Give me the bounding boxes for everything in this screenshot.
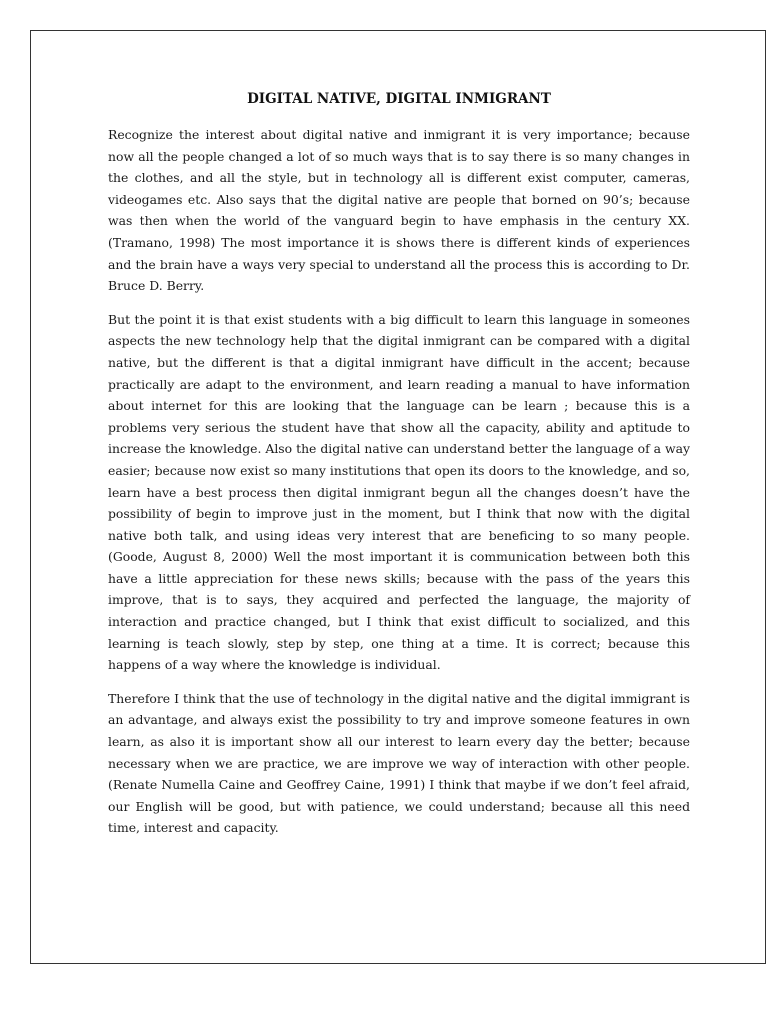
document-body	[108, 124, 690, 851]
document-page	[30, 30, 766, 964]
paragraph-2: But the point it is that exist students with a big difficult to learn this language in someones aspects the new technology help that the digital inmigrant can be compared with a digital native, but the different is that a digital inmigrant have difficult in the accent; because practically are adapt to the environment, and learn reading a manual to have information about internet for this are looking that the language can be learn ; because this is a problems very serious the student have that show all the capacity, ability and aptitude to increase the knowledge. Also the digital native can understand better the language of a way easier; because now exist so many institutions that open its doors to the knowledge, and so, learn have a best process then digital inmigrant begun all the changes doesn’t have the possibility of begin to improve just in the moment, but I think that now with the digital native both talk, and using ideas very interest that are beneficing to so many people. (Goode, August 8, 2000) Well the most important it is communication between both this have a little appreciation for these news skills; because with the pass of the years this improve, that is to says, they acquired and perfected the language, the majority of interaction and practice changed, but I think that exist difficult to socialized, and this learning is teach slowly, step by step, one thing at a time. It is correct; because this happens of a way where the knowledge is individual.	[108, 311, 690, 673]
paragraph-1: Recognize the interest about digital native and inmigrant it is very importance; because now all the people changed a lot of so much ways that is to say there is so many changes in the clothes, and all the style, but in technology all is different exist computer, cameras, videogames etc. Also says that the digital native are people that borned on 90’s; because was then when the world of the vanguard begin to have emphasis in the century XX. (Tramano, 1998) The most importance it is shows there is different kinds of experiences and the brain have a ways very special to understand all the process this is according to Dr. Bruce D. Berry.	[108, 127, 690, 294]
paragraph-3: Therefore I think that the use of technology in the digital native and the digital immigrant is an advantage, and always exist the possibility to try and improve someone features in own learn, as also it is important show all our interest to learn every day the better; because necessary when we are practice, we are improve we way of interaction with other people. (Renate Numella Caine and Geoffrey Caine, 1991) I think that maybe if we don’t feel afraid, our English will be good, but with patience, we could understand; because all this need time, interest and capacity.	[108, 690, 690, 836]
document-title: DIGITAL NATIVE, DIGITAL INMIGRANT	[247, 91, 551, 107]
